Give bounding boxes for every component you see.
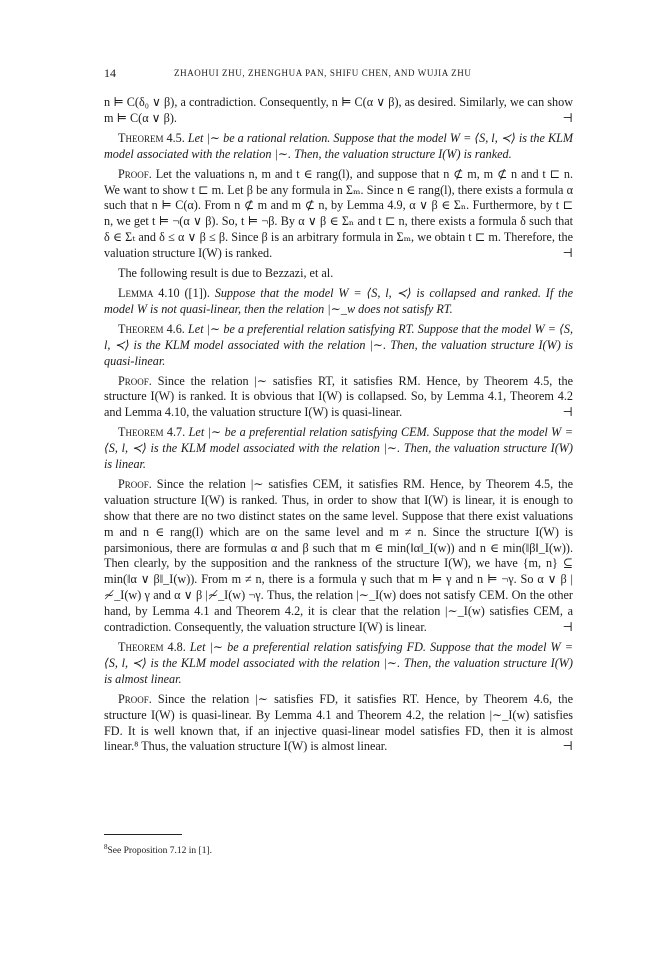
footnote-text: See Proposition 7.12 in [1].: [107, 846, 212, 857]
qed-symbol: ⊣: [562, 246, 573, 261]
proof-text: Since the relation |∼ satisfies CEM, it satisfies RM. Hence, by Theorem 4.5, the valuation structure I(W) is ranked. Thus, in order to show that I(W) is linear, it is enough to show that there are no two distinct states on the same level. Suppose that there exist valuations m and n ∈ rang(l) which are on the same level and m ≠ n. Since the structure I(W) is parsimonious, there are formulas α and β such that m ∈ min(‖α‖_I(w)) and n ∈ min(‖β‖_I(w)). Then clearly, by the supposition and the rankness of the structure I(W), we have {m, n} ⊆ min(‖α ∨ β‖_I(w)). From m ≠ n, there is a formula γ such that m ⊨ γ and n ⊨ ¬γ. So α ∨ β |≁_I(w) γ and α ∨ β |≁_I(w) ¬γ. Thus, the relation |∼_I(w) does not satisfy CEM. On the other hand, by Lemma 4.1 and Theorem 4.2, it is clear that the relation |∼_I(w) satisfies CEM, a contradiction. Consequently, the valuation structure I(W) is linear.: [104, 476, 573, 635]
main-text: [104, 95, 573, 759]
proof: [104, 167, 573, 262]
theorem-statement: Let |∼ be a preferential relation satisfying FD. Suppose that the model W = ⟨S, l, ≺⟩ is the KLM model associated with the relation |∼. Then, the valuation structure I(W) is almost linear.: [104, 640, 574, 686]
proof-heading: Proof.: [118, 166, 152, 181]
page-header: [104, 66, 571, 84]
proof-text: Since the relation |∼ satisfies FD, it satisfies RT. Hence, by Theorem 4.6, the structure I(W) is quasi-linear. By Lemma 4.1 and Theorem 4.2, the relation |∼_I(w) satisfies FD. It is well known that, if an injective quasi-linear model satisfies FD, then it is almost linear.⁸ Thus, the valuation structure I(W) is almost linear.: [104, 691, 573, 754]
theorem-4-5: [104, 131, 573, 163]
theorem-statement: Let |∼ be a preferential relation satisfying CEM. Suppose that the model W = ⟨S, l, ≺⟩ is the KLM model associated with the relation |∼. Then, the valuation structure I(W) is linear.: [104, 425, 573, 472]
theorem-4-6: [104, 322, 573, 370]
theorem-heading: Theorem 4.8.: [118, 640, 186, 654]
qed-symbol: ⊣: [562, 620, 573, 635]
proof: [104, 692, 573, 756]
proof-heading: Proof.: [118, 373, 152, 388]
theorem-4-8: [104, 640, 573, 688]
proof-text: Let the valuations n, m and t ∈ rang(l), and suppose that n ⊄ m, m ⊄ n and t ⊏ n. We want to show t ⊏ m. Let β be any formula in Σₘ. Since n ∈ rang(l), there exists a formula α such that n ⊨ C(α). From n ⊄ m and m ⊄ n, by Lemma 4.9, α ∨ β ∈ Σₙ. Furthermore, by t ⊏ n, we get t ⊨ ¬(α ∨ β). So, t ⊨ ¬β. By α ∨ β ∈ Σₙ and t ⊏ n, there exists a formula δ such that δ ∈ Σₜ and δ ≤ α ∨ β ≤ β. Since β is an arbitrary formula in Σₘ, we obtain t ⊏ m. Therefore, the valuation structure I(W) is ranked.: [104, 166, 573, 261]
paragraph: n ⊨ C(δ₀ ∨ β), a contradiction. Consequently, n ⊨ C(α ∨ β), as desired. Similarly, we can show m ⊨ C(α ∨ β). ⊣: [104, 95, 573, 125]
theorem-statement: Let |∼ be a rational relation. Suppose that the model W = ⟨S, l, ≺⟩ is the KLM model associated with the relation |∼. Then, the valuation structure I(W) is ranked.: [104, 130, 574, 161]
proof: [104, 374, 573, 422]
theorem-4-7: [104, 425, 573, 473]
theorem-heading: Theorem 4.6.: [118, 321, 185, 336]
lemma-statement: Suppose that the model W = ⟨S, l, ≺⟩ is collapsed and ranked. If the model W is not quasi-linear, then the relation |∼_w does not satisfy RT.: [104, 285, 573, 316]
footnote: [104, 841, 573, 857]
qed-symbol: ⊣: [562, 739, 573, 754]
lemma-4-10: [104, 286, 573, 318]
paragraph: The following result is due to Bezzazi, et al.: [118, 266, 334, 281]
proof-heading: Proof.: [118, 476, 152, 491]
theorem-heading: Theorem 4.7.: [118, 425, 186, 440]
footnote-mark: 8: [104, 843, 108, 851]
proof: [104, 477, 573, 636]
page-number: 14: [104, 66, 116, 80]
theorem-heading: Theorem 4.5.: [118, 130, 185, 145]
qed-symbol: ⊣: [562, 110, 573, 125]
lemma-heading: Lemma 4.10 ([1]).: [118, 285, 210, 300]
qed-symbol: ⊣: [562, 405, 573, 420]
footnote-rule: [104, 834, 182, 835]
proof-text: Since the relation |∼ satisfies RT, it satisfies RM. Hence, by Theorem 4.5, the structure I(W) is ranked. It is obvious that I(W) is collapsed. So, by Lemma 4.1, Theorem 4.2 and Lemma 4.10, the valuation structure I(W) is quasi-linear.: [104, 373, 574, 420]
running-title: ZHAOHUI ZHU, ZHENGHUA PAN, SHIFU CHEN, AND WUJIA ZHU: [174, 68, 472, 78]
theorem-statement: Let |∼ be a preferential relation satisfying RT. Suppose that the model W = ⟨S, l, ≺⟩ is the KLM model associated with the relation |∼. Then, the valuation structure I(W) is quasi-linear.: [104, 321, 573, 368]
proof-heading: Proof.: [118, 691, 152, 706]
